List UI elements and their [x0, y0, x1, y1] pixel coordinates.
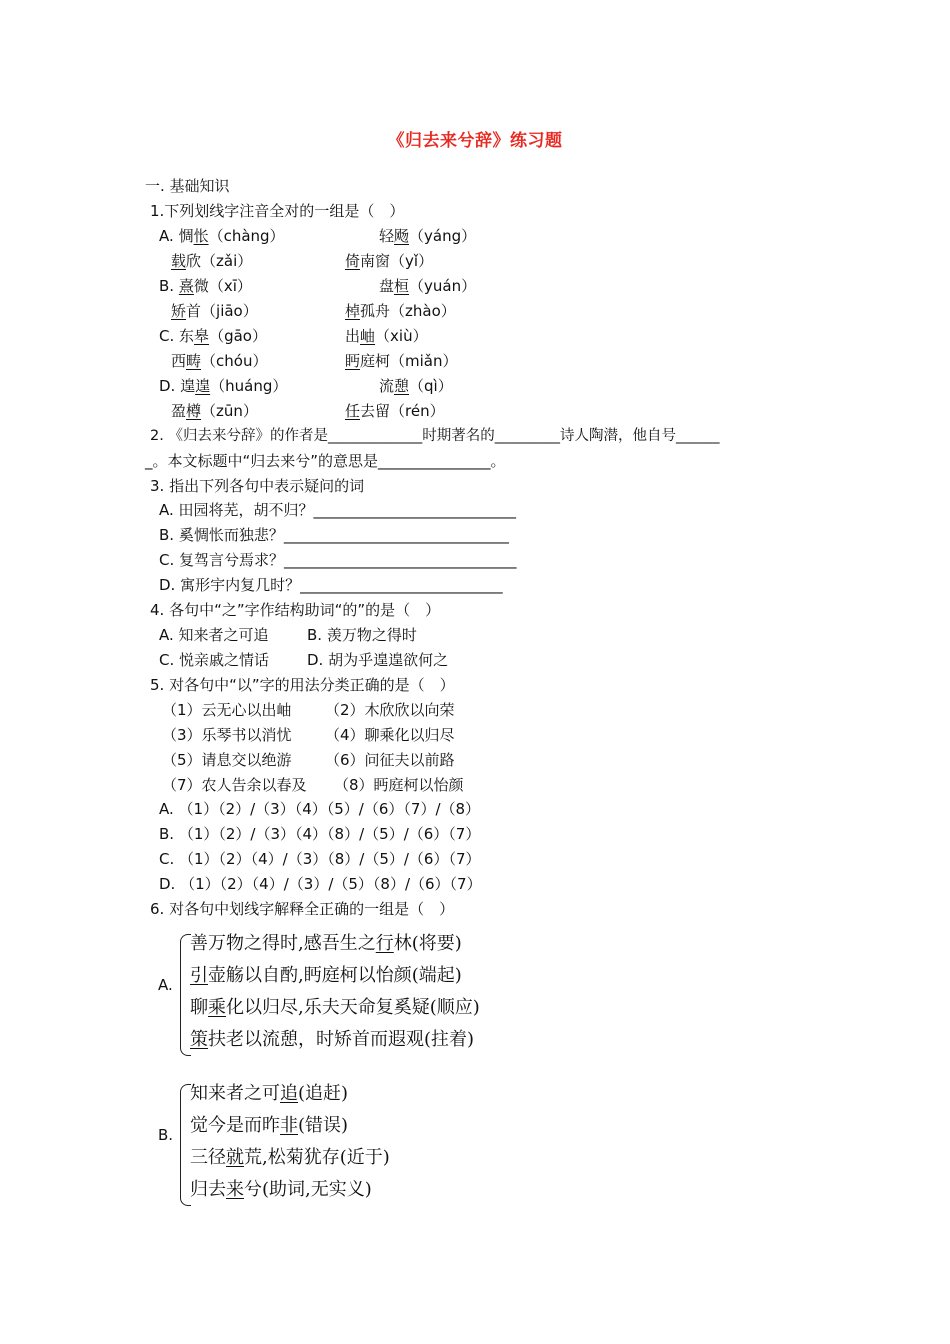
q1-option-c-line1: C. 东皋（gāo） [159, 327, 267, 345]
question-2-line2: _。本文标题中“归去来兮”的意思是_______________。 [145, 452, 506, 470]
q1-option-b-word4: 棹孤舟（zhào） [345, 302, 456, 320]
q1-option-c-word3: 西畴（chóu） [171, 352, 268, 370]
q5-sentence-5: （5）请息交以绝游 [162, 751, 292, 769]
q3-option-d: D. 寓形宇内复几时？___________________________ [159, 576, 503, 594]
q1-option-b-line1: B. 熹微（xī） [159, 277, 252, 295]
q5-option-c: C. （1）（2）（4）/（3）（8）/（5）/（6）（7） [159, 850, 481, 868]
q6-b-sentence-2: 觉今是而昨非(错误) [190, 1115, 349, 1136]
q1-option-d-word2: 流憩（qì） [379, 377, 453, 395]
q3-option-c: C. 复驾言兮焉求？_______________________________ [159, 551, 517, 569]
q6-b-sentence-1: 知来者之可追(追赶) [190, 1083, 349, 1104]
q1-option-a-word4: 倚南窗（yǐ） [345, 252, 434, 270]
q6-a-sentence-1: 善万物之得时,感吾生之行林(将要) [190, 933, 462, 954]
q4-option-a: A. 知来者之可追 [159, 626, 269, 644]
q5-sentence-8: （8）眄庭柯以怡颜 [334, 776, 464, 794]
q6-option-b-label: B. [158, 1126, 174, 1144]
q3-option-a: A. 田园将芜，胡不归？___________________________ [159, 501, 517, 519]
q4-option-b: B. 羡万物之得时 [307, 626, 417, 644]
q4-option-d: D. 胡为乎遑遑欲何之 [307, 651, 449, 669]
q1-option-d-word4: 任去留（rén） [345, 402, 445, 420]
q5-option-b: B. （1）（2）/（3）（4）（8）/（5）/（6）（7） [159, 825, 481, 843]
q1-option-d-word3: 盈樽（zūn） [171, 402, 258, 420]
question-3-stem: 3. 指出下列各句中表示疑问的词 [150, 477, 365, 495]
q1-option-c-word2: 出岫（xiù） [345, 327, 428, 345]
q1-option-b-word3: 矫首（jiāo） [171, 302, 258, 320]
q6-option-a-label: A. [158, 976, 173, 994]
question-4-stem: 4. 各句中“之”字作结构助词“的”的是（ ） [150, 601, 441, 619]
q1-option-c-word4: 眄庭柯（miǎn） [345, 352, 458, 370]
q1-option-b-word2: 盘桓（yuán） [379, 277, 477, 295]
question-6-stem: 6. 对各句中划线字解释全正确的一组是（ ） [150, 900, 455, 918]
q3-option-b: B. 奚惆怅而独悲？______________________________ [159, 526, 509, 544]
q5-sentence-6: （6）问征夫以前路 [325, 751, 455, 769]
q5-sentence-2: （2）木欣欣以向荣 [325, 701, 455, 719]
q6-b-sentence-3: 三径就荒,松菊犹存(近于) [190, 1147, 390, 1168]
q1-option-a-line1: A. 惆怅（chàng） [159, 227, 285, 245]
q5-sentence-4: （4）聊乘化以归尽 [325, 726, 455, 744]
q1-option-a-word3: 载欣（zǎi） [171, 252, 253, 270]
q6-a-sentence-4: 策扶老以流憩，时矫首而遐观(拄着) [190, 1029, 475, 1050]
question-2-line1: 2. 《归去来兮辞》的作者是_____________时期著名的_________诗人陶潜，他自号______ [150, 428, 720, 444]
q6-a-sentence-3: 聊乘化以归尽,乐夫天命复奚疑(顺应) [190, 997, 480, 1018]
q6-b-sentence-4: 归去来兮(助词,无实义) [190, 1179, 372, 1200]
q5-sentence-3: （3）乐琴书以消忧 [162, 726, 292, 744]
page-title: 《归去来兮辞》练习题 [387, 131, 563, 151]
q1-option-d-line1: D. 遑遑（huáng） [159, 377, 288, 395]
question-5-stem: 5. 对各句中“以”字的用法分类正确的是（ ） [150, 676, 455, 694]
q4-option-c: C. 悦亲戚之情话 [159, 651, 270, 669]
q5-option-a: A. （1）（2）/（3）（4）（5）/（6）（7）/（8） [159, 800, 481, 818]
q5-sentence-1: （1）云无心以出岫 [162, 701, 292, 719]
section-heading: 一. 基础知识 [145, 177, 230, 195]
question-1-stem: 1.下列划线字注音全对的一组是（ ） [150, 202, 405, 220]
q6-a-sentence-2: 引壶觞以自酌,眄庭柯以怡颜(端起) [190, 965, 462, 986]
q5-sentence-7: （7）农人告余以春及 [162, 776, 307, 794]
q5-option-d: D. （1）（2）（4）/（3）/（5）（8）/（6）（7） [159, 875, 482, 893]
q1-option-a-word2: 轻飏（yáng） [379, 227, 477, 245]
